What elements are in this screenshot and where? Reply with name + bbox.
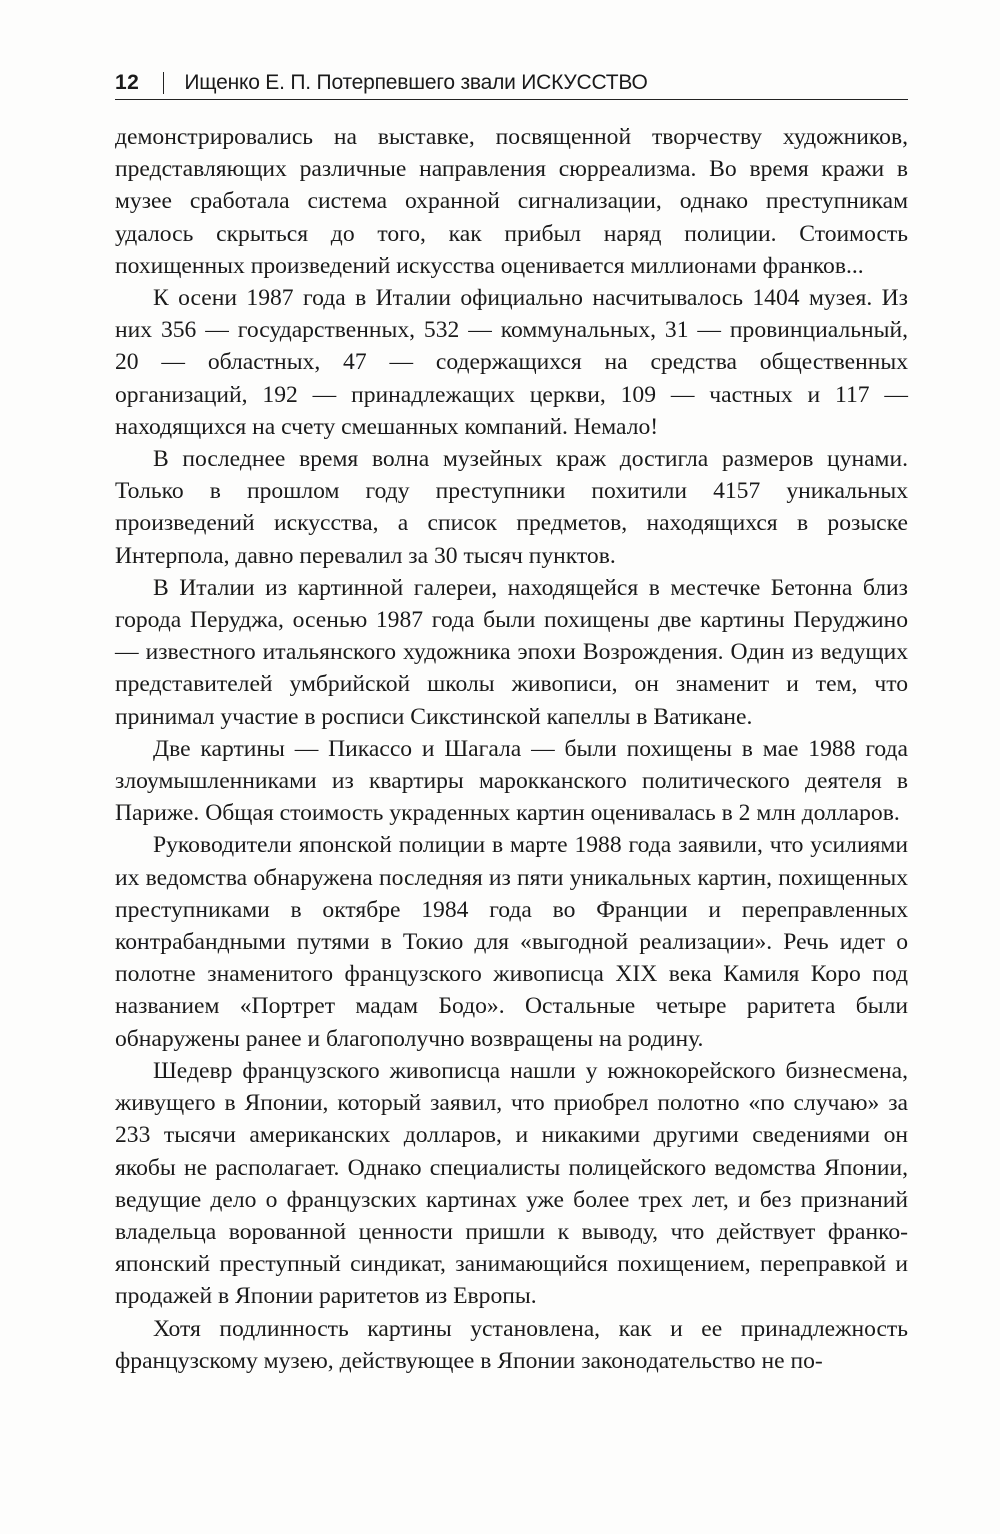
running-title: Ищенко Е. П. Потерпевшего звали ИСКУССТВО xyxy=(184,70,648,94)
page-number: 12 xyxy=(115,70,140,94)
running-header xyxy=(115,66,908,100)
paragraph-continued: демонстрировались на выставке, посвященной творчеству художников, представляющих различные направления сюрреализма. Во время кражи в музее сработала система охранной сигнализации, однако преступникам удалось скрыться до того, как прибыл наряд полиции. Стоимость похищенных произведений искусства оценивается миллионами франков... xyxy=(115,124,908,279)
body-text xyxy=(115,121,908,1377)
paragraph: В последнее время волна музейных краж достигла размеров цунами. Только в прошлом году преступники похитили 4157 уникальных произведений искусства, а список предметов, находящихся в розыске Интерпола, давно перевалил за 30 тысяч пунктов. xyxy=(115,446,908,569)
paragraph: Хотя подлинность картины установлена, как и ее принадлежность французскому музею, действующее в Японии законодательство не по- xyxy=(115,1315,908,1374)
paragraph: К осени 1987 года в Италии официально насчитывалось 1404 музея. Из них 356 — государственных, 532 — коммунальных, 31 — провинциальный, 20 — областных, 47 — содержащихся на средства общественных организаций, 192 — принадлежащих церкви, 109 — частных и 117 — находящихся на счету смешанных компаний. Немало! xyxy=(115,285,908,440)
paragraph: Две картины — Пикассо и Шагала — были похищены в мае 1988 года злоумышленниками из квартиры марокканского политического деятеля в Париже. Общая стоимость украденных картин оценивалась в 2 млн долларов. xyxy=(115,735,908,827)
paragraph: В Италии из картинной галереи, находящейся в местечке Бетонна близ города Перуджа, осенью 1987 года были похищены две картины Перуджино — известного итальянского художника эпохи Возрождения. Один из ведущих представителей умбрийской школы живописи, он знаменит и тем, что принимал участие в росписи Сикстинской капеллы в Ватикане. xyxy=(115,574,908,730)
header-separator xyxy=(163,72,164,94)
paragraph: Руководители японской полиции в марте 1988 года заявили, что усилиями их ведомства обнаружена последняя из пяти уникальных картин, похищенных преступниками в октябре 1984 года во Франции и переправленных контрабандными путями в Токио для «выгодной реализации». Речь идет о полотне знаменитого французского живописца XIX века Камиля Коро под названием «Портрет мадам Бодо». Остальные четыре раритета были обнаружены ранее и благополучно возвращены на родину. xyxy=(115,832,908,1052)
paragraph: Шедевр французского живописца нашли у южнокорейского бизнесмена, живущего в Японии, который заявил, что приобрел полотно «по случаю» за 233 тысячи американских долларов, и никакими другими сведениями он якобы не располагает. Однако специалисты полицейского ведомства Японии, ведущие дело о французских картинах уже более трех лет, и без признаний владельца ворованной ценности пришли к выводу, что действует франко-японский преступный синдикат, занимающийся похищением, переправкой и продажей в Японии раритетов из Европы. xyxy=(115,1057,908,1310)
